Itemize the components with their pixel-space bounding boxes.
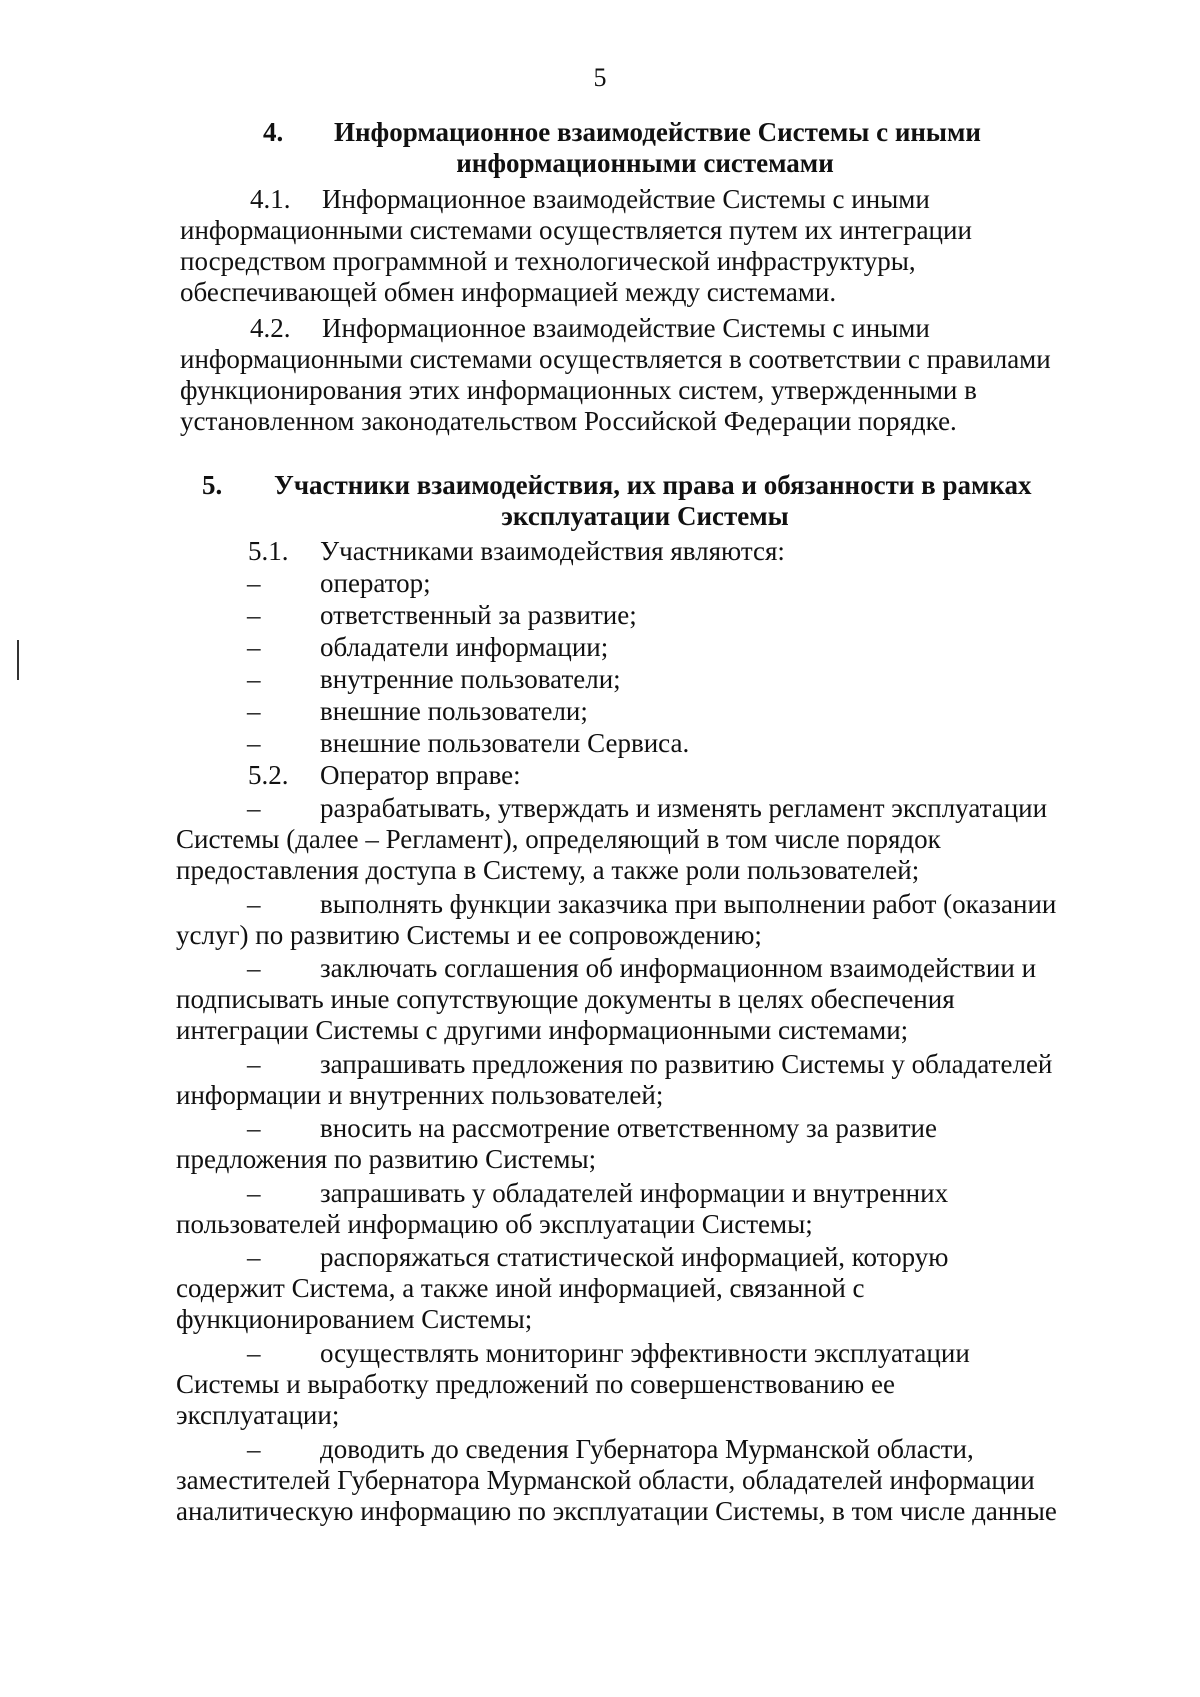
list-bullet: – (247, 1242, 261, 1272)
list-item: внешние пользователи Сервиса. (320, 728, 690, 758)
list-item-line: запрашивать предложения по развитию Системы у обладателей (320, 1049, 1053, 1079)
list-item-line: эксплуатации; (176, 1400, 340, 1430)
list-item-line: предоставления доступа в Систему, а также роли пользователей; (176, 855, 920, 885)
list-item: внутренние пользователи; (320, 664, 621, 694)
list-item-line: подписывать иные сопутствующие документы в целях обеспечения (176, 984, 955, 1014)
list-item-line: доводить до сведения Губернатора Мурманской области, (320, 1434, 974, 1464)
section-4-title-line2: информационными системами (456, 148, 834, 178)
list-bullet: – (247, 664, 261, 694)
paragraph-4-2-number: 4.2. (250, 313, 291, 343)
section-4-number: 4. (263, 117, 284, 147)
section-5-title-line2: эксплуатации Системы (501, 501, 789, 531)
list-item: оператор; (320, 568, 431, 598)
paragraph-4-2-line4: установленном законодательством Российской Федерации порядке. (180, 406, 957, 436)
section-5-number: 5. (202, 470, 223, 500)
list-item-line: заключать соглашения об информационном взаимодействии и (320, 953, 1037, 983)
list-item-line: вносить на рассмотрение ответственному за развитие (320, 1113, 937, 1143)
list-item-line: разрабатывать, утверждать и изменять регламент эксплуатации (320, 793, 1048, 823)
margin-mark (17, 640, 19, 680)
list-item: внешние пользователи; (320, 696, 588, 726)
list-item-line: выполнять функции заказчика при выполнении работ (оказании (320, 889, 1057, 919)
paragraph-5-1-number: 5.1. (248, 536, 289, 566)
list-item: обладатели информации; (320, 632, 609, 662)
list-bullet: – (247, 1434, 261, 1464)
list-bullet: – (247, 600, 261, 630)
list-item-line: интеграции Системы с другими информационными системами; (176, 1015, 909, 1045)
paragraph-4-2-line3: функционирования этих информационных систем, утвержденными в (180, 375, 977, 405)
page-number: 5 (593, 63, 607, 92)
list-item-line: аналитическую информацию по эксплуатации Системы, в том числе данные (176, 1496, 1057, 1526)
list-bullet: – (247, 889, 261, 919)
list-item-line: осуществлять мониторинг эффективности эксплуатации (320, 1338, 970, 1368)
list-bullet: – (247, 1178, 261, 1208)
paragraph-4-1-line3: посредством программной и технологической инфраструктуры, (180, 246, 916, 276)
paragraph-4-1-number: 4.1. (250, 184, 291, 214)
list-bullet: – (247, 1049, 261, 1079)
list-item-line: содержит Система, а также иной информацией, связанной с (176, 1273, 865, 1303)
list-item: ответственный за развитие; (320, 600, 637, 630)
list-bullet: – (247, 1338, 261, 1368)
paragraph-4-1-line1: Информационное взаимодействие Системы с иными (322, 184, 930, 214)
list-item-line: функционированием Системы; (176, 1304, 533, 1334)
paragraph-4-2-line2: информационными системами осуществляется в соответствии с правилами (180, 344, 1051, 374)
list-item-line: Системы и выработку предложений по совершенствованию ее (176, 1369, 895, 1399)
list-item-line: Системы (далее – Регламент), определяющий в том числе порядок (176, 824, 941, 854)
paragraph-4-1-line2: информационными системами осуществляется путем их интеграции (180, 215, 972, 245)
list-item-line: пользователей информацию об эксплуатации Системы; (176, 1209, 813, 1239)
list-item-line: услуг) по развитию Системы и ее сопровождению; (176, 920, 762, 950)
list-bullet: – (247, 793, 261, 823)
paragraph-5-1-text: Участниками взаимодействия являются: (320, 536, 785, 566)
section-4-title-line1: Информационное взаимодействие Системы с иными (334, 117, 981, 147)
list-item-line: предложения по развитию Системы; (176, 1144, 597, 1174)
list-item-line: заместителей Губернатора Мурманской области, обладателей информации (176, 1465, 1035, 1495)
list-item-line: распоряжаться статистической информацией, которую (320, 1242, 949, 1272)
list-item-line: запрашивать у обладателей информации и внутренних (320, 1178, 949, 1208)
list-bullet: – (247, 1113, 261, 1143)
list-bullet: – (247, 632, 261, 662)
list-bullet: – (247, 953, 261, 983)
list-item-line: информации и внутренних пользователей; (176, 1080, 664, 1110)
paragraph-5-2-text: Оператор вправе: (320, 760, 521, 790)
list-bullet: – (247, 728, 261, 758)
list-bullet: – (247, 568, 261, 598)
paragraph-4-1-line4: обеспечивающей обмен информацией между системами. (180, 277, 837, 307)
paragraph-4-2-line1: Информационное взаимодействие Системы с иными (322, 313, 930, 343)
section-5-title-line1: Участники взаимодействия, их права и обязанности в рамках (274, 470, 1032, 500)
paragraph-5-2-number: 5.2. (248, 760, 289, 790)
list-bullet: – (247, 696, 261, 726)
